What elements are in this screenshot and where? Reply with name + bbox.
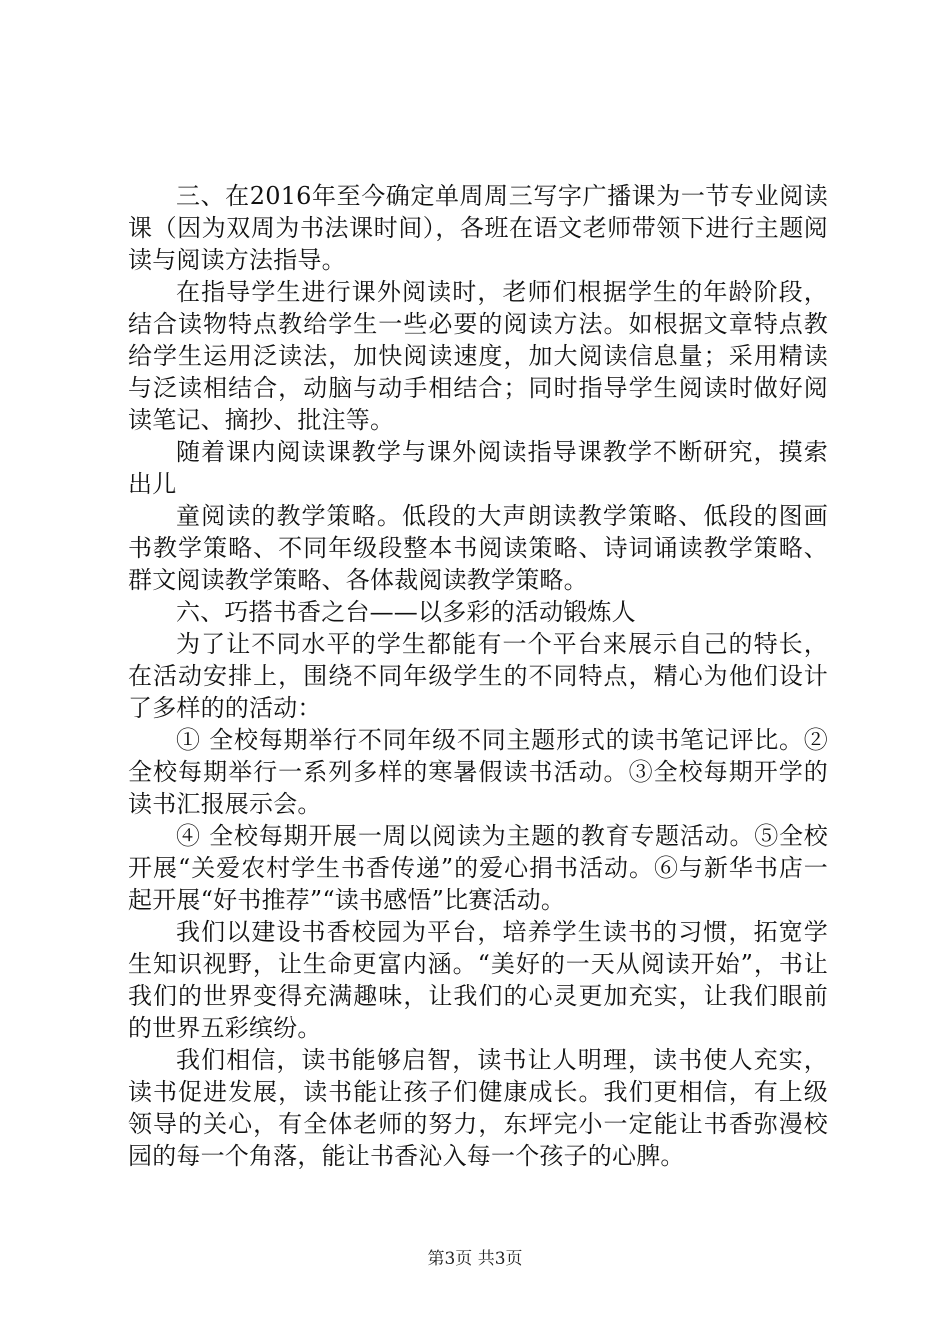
- document-body: [128, 180, 828, 1172]
- page-footer: 第3页 共3页: [427, 1249, 523, 1269]
- paragraph-reading-methods: 在指导学生进行课外阅读时，老师们根据学生的年龄阶段，结合读物特点教给学生一些必要的阅读方法。如根据文章特点教给学生运用泛读法，加快阅读速度，加大阅读信息量；采用精读与泛读相结合，动脑与动手相结合；同时指导学生阅读时做好阅读笔记、摘抄、批注等。: [128, 278, 828, 434]
- paragraph-teaching-strategies: 童阅读的教学策略。低段的大声朗读教学策略、低段的图画书教学策略、不同年级段整本书阅读策略、诗词诵读教学策略、群文阅读教学策略、各体裁阅读教学策略。: [128, 502, 828, 594]
- paragraph-reading-class: 三、在2016年至今确定单周周三写字广播课为一节专业阅读课（因为双周为书法课时间），各班在语文老师带领下进行主题阅读与阅读方法指导。: [128, 182, 828, 274]
- paragraph-activities-list-2: ④ 全校每期开展一周以阅读为主题的教育专题活动。⑤全校开展“关爱农村学生书香传递”的爱心捐书活动。⑥与新华书店一起开展“好书推荐”“读书感悟”比赛活动。: [128, 822, 828, 914]
- section-heading-activities: 六、巧搭书香之台——以多彩的活动锻炼人: [176, 598, 636, 626]
- paragraph-campus-platform: 我们以建设书香校园为平台，培养学生读书的习惯，拓宽学生知识视野，让生命更富内涵。“美好的一天从阅读开始”，书让我们的世界变得充满趣味，让我们的心灵更加充实，让我们眼前的世界五彩缤纷。: [128, 918, 828, 1042]
- paragraph-conclusion: 我们相信，读书能够启智，读书让人明理，读书使人充实，读书促进发展，读书能让孩子们健康成长。我们更相信，有上级领导的关心，有全体老师的努力，东坪完小一定能让书香弥漫校园的每一个角落，能让书香沁入每一个孩子的心脾。: [128, 1046, 828, 1170]
- paragraph-activities-intro: 为了让不同水平的学生都能有一个平台来展示自己的特长，在活动安排上，围绕不同年级学生的不同特点，精心为他们设计了多样的的活动：: [128, 630, 828, 722]
- paragraph-activities-list-1: ① 全校每期举行不同年级不同主题形式的读书笔记评比。②全校每期举行一系列多样的寒暑假读书活动。③全校每期开学的读书汇报展示会。: [128, 726, 828, 818]
- paragraph-research-intro: 随着课内阅读课教学与课外阅读指导课教学不断研究，摸索出儿: [128, 438, 828, 498]
